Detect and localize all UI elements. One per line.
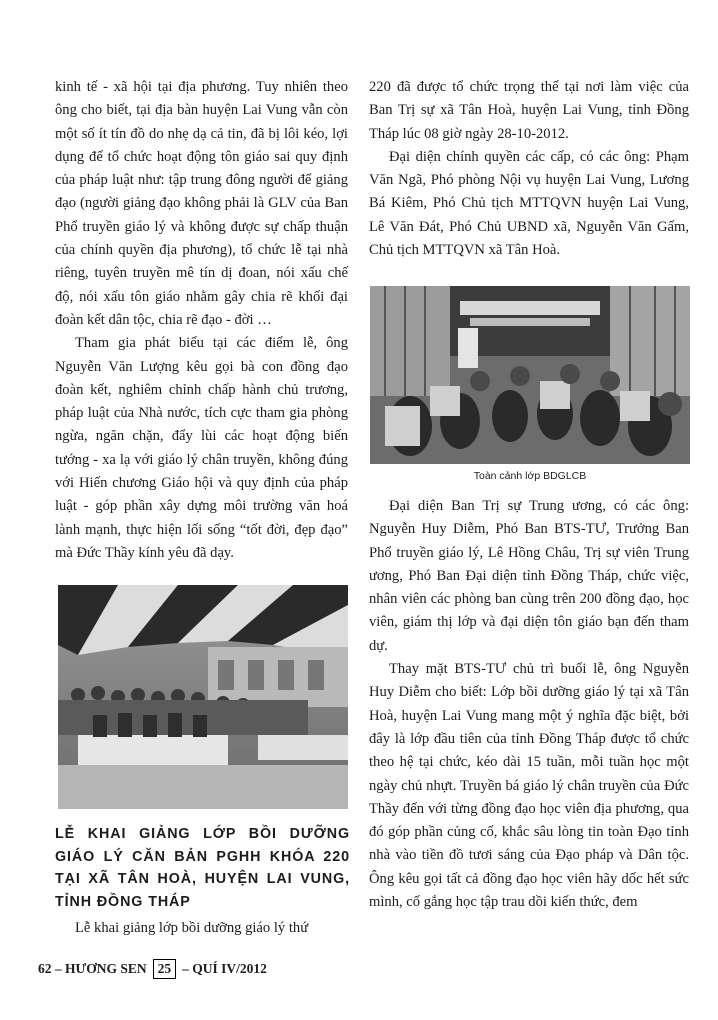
ceremony-photo [58,585,348,809]
right-paragraph-1: 220 đã được tổ chức trọng thể tại nơi làm việc của Ban Trị sự xã Tân Hoà, huyện Lai Vung, tỉnh Đồng Tháp lúc 08 giờ ngày 28-10-2012. [369,79,689,142]
classroom-photo [370,286,690,464]
page-number: 25 [153,959,177,979]
article-intro: Lễ khai giảng lớp bồi dưỡng giáo lý thứ [75,920,309,936]
right-column-top [369,76,689,262]
left-column [55,76,348,565]
photo-caption: Toàn cảnh lớp BDGLCB [473,470,587,482]
page-footer [38,959,267,979]
right-paragraph-3: Đại diện Ban Trị sự Trung ương, có các ông: Nguyễn Huy Diễm, Phó Ban BTS-TƯ, Trưởng Ban Phổ truyền giáo lý, Lê Hồng Châu, Trị sự viên Trung ương, Phó Ban Đại diện tỉnh Đồng Tháp, chức việc, nhân viên các phòng ban cùng trên 200 đồng đạo, học viên, giám thị lớp và đại diện tôn giáo bạn đến tham dự. [369,498,689,654]
right-paragraph-2: Đại diện chính quyền các cấp, có các ông: Phạm Văn Ngã, Phó phòng Nội vụ huyện Lai Vung, Lương Bá Kiêm, Phó Chủ tịch MTTQVN huyện Lai Vung, Lê Văn Đát, Phó Chủ UBND xã, Nguyễn Văn Gấm, Chủ tịch MTTQVN xã Tân Hoà. [369,148,689,259]
article-heading: LỄ KHAI GIẢNG LỚP BỒI DƯỠNG GIÁO LÝ CĂN BẢN PGHH KHÓA 220 TẠI XÃ TÂN HOÀ, HUYỆN LAI VUNG, TỈNH ĐỒNG THÁP [55,826,350,910]
left-paragraph-2: Tham gia phát biểu tại các điểm lễ, ông Nguyễn Văn Lượng kêu gọi bà con đồng đạo đoàn kết, nghiêm chỉnh chấp hành chủ trương, pháp luật của Nhà nước, tích cực tham gia phòng ngừa, ngăn chặn, đẩy lùi các hoạt động biến tướng - xa lạ với giáo lý chân truyền, không đúng với Hiến chương Giáo hội và quy định của pháp luật - góp phần xây dựng môi trường văn hoá lành mạnh, thực hiện lối sống “tốt đời, đẹp đạo” mà Đức Thầy kính yêu đã dạy. [55,335,348,561]
footer-left-text: 62 – HƯƠNG SEN [38,961,147,976]
right-paragraph-4: Thay mặt BTS-TƯ chủ trì buổi lễ, ông Nguyễn Huy Diễm cho biết: Lớp bồi dưỡng giáo lý tại xã Tân Hoà, huyện Lai Vung mang một ý nghĩa đặc biệt, bởi đây là lớp đầu tiên của tỉnh Đồng Tháp được tổ chức theo hệ tại chức, kéo dài 15 tuần, mỗi tuần học một ngày chủ nhựt. Truyền bá giáo lý chân truyền của Đức Thầy đến với từng đồng đạo học viên địa phương, qua đó góp phần củng cố, khắc sâu lòng tin toàn Đạo tỉnh nhà vào tiền đồ tươi sáng của Đạo pháp và Dân tộc. Ông kêu gọi tất cả đồng đạo học viên hãy dốc hết sức mình, cố gắng học tập trau dồi kiến thức, đem [369,661,689,911]
right-column-bottom [369,495,689,914]
footer-issue-text: – QUÍ IV/2012 [182,961,267,976]
left-paragraph-1: kinh tế - xã hội tại địa phương. Tuy nhiên theo ông cho biết, tại địa bàn huyện Lai Vung vẫn còn một số ít tín đồ do nhẹ dạ cả tin, đã bị lôi kéo, lợi dụng để tổ chức hoạt động tôn giáo sai quy định của pháp luật như: tập trung đông người để giảng đạo (người giảng đạo không phải là GLV của Ban Phổ truyền giáo lý và không được sự chấp thuận của chính quyền địa phương), tổ chức lễ tại nhà riêng, tuyên truyền mê tín dị đoan, nói xấu chế độ, nói xấu tôn giáo nhằm gây chia rẽ khối đại đoàn kết dân tộc, chia rẽ đạo - đời … [55,79,348,328]
